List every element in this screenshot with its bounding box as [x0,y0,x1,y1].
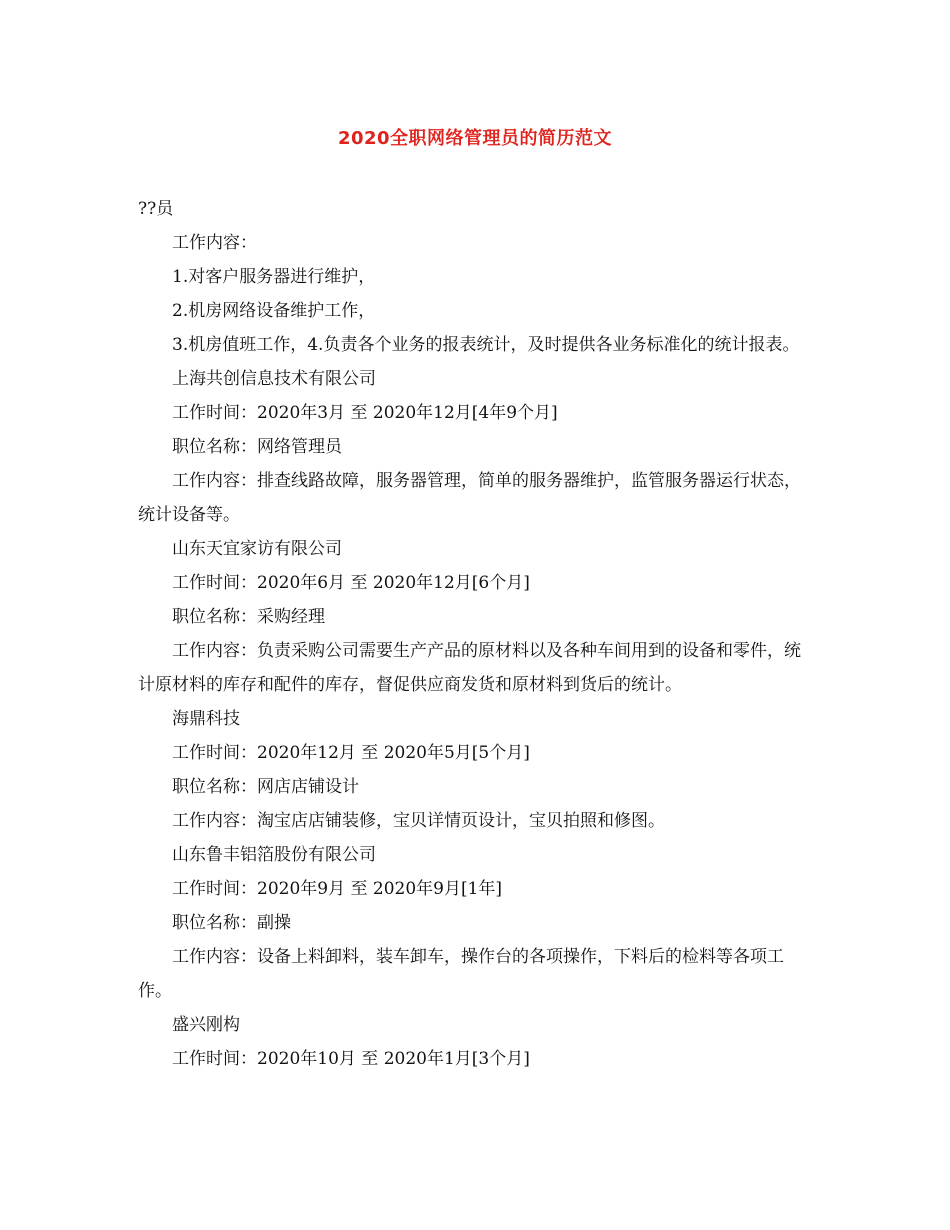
position-title: 职位名称：网络管理员 [172,437,342,457]
work-period: 工作时间：2020年6月 至 2020年12月[6个月] [172,573,530,593]
company-name: 盛兴刚构 [172,1015,240,1035]
position-title: 职位名称：副操 [172,913,291,933]
paragraph-duty-3-4: 3.机房值班工作，4.负责各个业务的报表统计，及时提供各业务标准化的统计报表。 [172,335,800,355]
work-period: 工作时间：2020年10月 至 2020年1月[3个月] [172,1049,530,1069]
company-name: 海鼎科技 [172,709,240,729]
work-description: 工作内容：排查线路故障，服务器管理，简单的服务器维护，监管服务器运行状态，统计设备等。 [138,471,801,525]
paragraph-duty-2: 2.机房网络设备维护工作， [172,301,376,321]
work-description: 工作内容：淘宝店店铺装修，宝贝详情页设计，宝贝拍照和修图。 [172,811,665,831]
work-period: 工作时间：2020年3月 至 2020年12月[4年9个月] [172,403,558,423]
company-name: 山东鲁丰铝箔股份有限公司 [172,845,376,865]
paragraph-job-heading: ??员 [138,199,174,219]
position-title: 职位名称：网店店铺设计 [172,777,359,797]
paragraph-work-content-label: 工作内容： [172,233,257,253]
document-title: 2020全职网络管理员的简历范文 [337,128,613,149]
work-description: 工作内容：设备上料卸料，装车卸车，操作台的各项操作，下料后的检料等各项工作。 [138,947,784,1001]
work-period: 工作时间：2020年9月 至 2020年9月[1年] [172,879,503,899]
work-period: 工作时间：2020年12月 至 2020年5月[5个月] [172,743,530,763]
company-name: 山东天宜家访有限公司 [172,539,342,559]
work-description: 工作内容：负责采购公司需要生产产品的原材料以及各种车间用到的设备和零件，统计原材料的库存和配件的库存，督促供应商发货和原材料到货后的统计。 [138,641,801,695]
document-body [138,192,814,1076]
company-name: 上海共创信息技术有限公司 [172,369,376,389]
paragraph-duty-1: 1.对客户服务器进行维护， [172,267,376,287]
position-title: 职位名称：采购经理 [172,607,325,627]
